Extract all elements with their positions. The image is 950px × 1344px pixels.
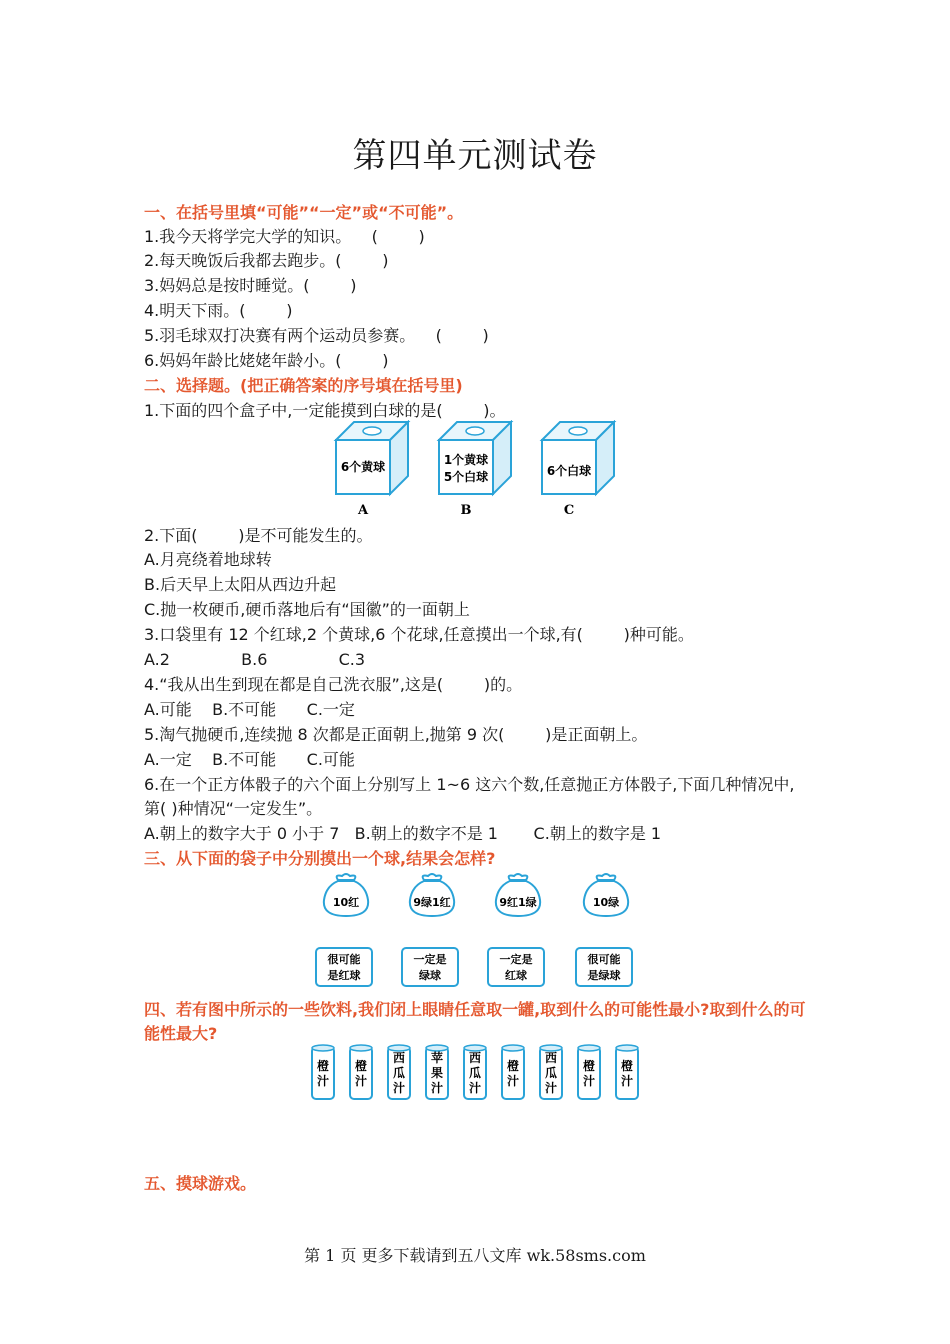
section-3-heading: 三、从下面的袋子中分别摸出一个球,结果会怎样? bbox=[144, 849, 496, 868]
can-6-char-2: 汁 bbox=[506, 1074, 520, 1088]
s1-question-1: 1.我今天将学完大学的知识。 ( ) bbox=[144, 227, 425, 246]
can-4-char-1: 苹 bbox=[430, 1051, 444, 1065]
can-5 bbox=[464, 1045, 486, 1099]
result-card-1-line-1: 很可能 bbox=[327, 953, 361, 966]
can-7-char-1: 西 bbox=[544, 1051, 558, 1065]
box-a-label: A bbox=[357, 503, 369, 518]
can-1-char-1: 橙 bbox=[316, 1059, 330, 1073]
s2-question-4: 4.“我从出生到现在都是自己洗衣服”,这是( )的。 bbox=[144, 675, 523, 694]
can-4-char-3: 汁 bbox=[430, 1081, 444, 1095]
can-1-char-2: 汁 bbox=[316, 1074, 330, 1088]
result-card-3-line-2: 红球 bbox=[505, 969, 527, 982]
result-card-1 bbox=[316, 948, 372, 986]
can-3 bbox=[388, 1045, 410, 1099]
box-b-text-2: 5个白球 bbox=[443, 470, 489, 484]
result-card-4-line-2: 是绿球 bbox=[587, 969, 621, 982]
s2-question-6: 6.在一个正方体骰子的六个面上分别写上 1~6 这六个数,任意抛正方体骰子,下面几种情况中,第( )种情况“一定发生”。 bbox=[144, 775, 795, 818]
s1-question-5: 5.羽毛球双打决赛有两个运动员参赛。 ( ) bbox=[144, 326, 489, 345]
can-3-char-1: 西 bbox=[392, 1051, 406, 1065]
box-c bbox=[542, 422, 614, 518]
bag-3 bbox=[496, 874, 540, 916]
can-9-char-1: 橙 bbox=[620, 1059, 634, 1073]
can-4 bbox=[426, 1045, 448, 1099]
s2-question-3: 3.口袋里有 12 个红球,2 个黄球,6 个花球,任意摸出一个球,有( )种可能。 bbox=[144, 625, 694, 644]
box-a bbox=[336, 422, 408, 518]
can-8 bbox=[578, 1045, 600, 1099]
s1-question-2: 2.每天晚饭后我都去跑步。( ) bbox=[144, 251, 389, 270]
result-card-2-line-1: 一定是 bbox=[413, 953, 447, 966]
result-card-2 bbox=[402, 948, 458, 986]
s1-question-3: 3.妈妈总是按时睡觉。( ) bbox=[144, 276, 357, 295]
can-7-char-2: 瓜 bbox=[544, 1066, 558, 1080]
section-4-heading: 四、若有图中所示的一些饮料,我们闭上眼睛任意取一罐,取到什么的可能性最小?取到什么的可能性最大? bbox=[144, 1000, 806, 1043]
s2-question-2: 2.下面( )是不可能发生的。 bbox=[144, 526, 373, 545]
can-5-char-2: 瓜 bbox=[468, 1066, 482, 1080]
cans-figure bbox=[305, 1043, 650, 1105]
can-1 bbox=[312, 1045, 334, 1099]
s1-question-6: 6.妈妈年龄比姥姥年龄小。( ) bbox=[144, 351, 389, 370]
can-3-char-2: 瓜 bbox=[392, 1066, 406, 1080]
section-5-heading: 五、摸球游戏。 bbox=[144, 1174, 257, 1193]
bag-3-label: 9红1绿 bbox=[499, 896, 537, 909]
bags-figure bbox=[310, 868, 650, 993]
s2-q3-options: A.2 B.6 C.3 bbox=[144, 650, 366, 669]
result-card-3 bbox=[488, 948, 544, 986]
page-title: 第四单元测试卷 bbox=[352, 136, 598, 176]
bag-1-label: 10红 bbox=[332, 896, 360, 909]
box-c-label: C bbox=[563, 503, 575, 518]
can-9-char-2: 汁 bbox=[620, 1074, 634, 1088]
bag-4-label: 10绿 bbox=[592, 896, 620, 909]
s2-question-1: 1.下面的四个盒子中,一定能摸到白球的是( )。 bbox=[144, 401, 506, 420]
can-4-char-2: 果 bbox=[430, 1066, 444, 1080]
box-c-text-1: 6个白球 bbox=[546, 464, 592, 478]
page-footer: 第 1 页 更多下载请到五八文库 wk.58sms.com bbox=[304, 1246, 646, 1265]
box-b bbox=[439, 422, 511, 518]
can-5-char-3: 汁 bbox=[468, 1081, 482, 1095]
result-card-4-line-1: 很可能 bbox=[587, 953, 621, 966]
can-9 bbox=[616, 1045, 638, 1099]
s1-question-4: 4.明天下雨。( ) bbox=[144, 301, 293, 320]
bag-4 bbox=[584, 874, 628, 916]
result-card-1-line-2: 是红球 bbox=[327, 969, 361, 982]
boxes-figure bbox=[330, 420, 630, 520]
s2-q5-options: A.一定 B.不可能 C.可能 bbox=[144, 750, 355, 769]
can-5-char-1: 西 bbox=[468, 1051, 482, 1065]
box-b-label: B bbox=[460, 503, 472, 518]
bag-2-label: 9绿1红 bbox=[413, 896, 451, 909]
bag-2 bbox=[410, 874, 454, 916]
can-6-char-1: 橙 bbox=[506, 1059, 520, 1073]
result-card-2-line-2: 绿球 bbox=[419, 969, 441, 982]
s2-q2-option-c: C.抛一枚硬币,硬币落地后有“国徽”的一面朝上 bbox=[144, 600, 470, 619]
s2-q2-option-b: B.后天早上太阳从西边升起 bbox=[144, 575, 337, 594]
s2-q6-options: A.朝上的数字大于 0 小于 7 B.朝上的数字不是 1 C.朝上的数字是 1 bbox=[144, 824, 662, 843]
bag-1 bbox=[324, 874, 368, 916]
result-card-3-line-1: 一定是 bbox=[499, 953, 533, 966]
can-3-char-3: 汁 bbox=[392, 1081, 406, 1095]
s2-q4-options: A.可能 B.不可能 C.一定 bbox=[144, 700, 355, 719]
can-8-char-2: 汁 bbox=[582, 1074, 596, 1088]
box-a-text-1: 6个黄球 bbox=[340, 460, 386, 474]
can-6 bbox=[502, 1045, 524, 1099]
section-1-heading: 一、在括号里填“可能”“一定”或“不可能”。 bbox=[144, 203, 464, 222]
can-2 bbox=[350, 1045, 372, 1099]
can-8-char-1: 橙 bbox=[582, 1059, 596, 1073]
can-7-char-3: 汁 bbox=[544, 1081, 558, 1095]
can-2-char-2: 汁 bbox=[354, 1074, 368, 1088]
can-7 bbox=[540, 1045, 562, 1099]
result-card-4 bbox=[576, 948, 632, 986]
s2-question-5: 5.淘气抛硬币,连续抛 8 次都是正面朝上,抛第 9 次( )是正面朝上。 bbox=[144, 725, 648, 744]
section-2-heading: 二、选择题。(把正确答案的序号填在括号里) bbox=[144, 376, 463, 395]
s2-q2-option-a: A.月亮绕着地球转 bbox=[144, 550, 272, 569]
can-2-char-1: 橙 bbox=[354, 1059, 368, 1073]
box-b-text-1: 1个黄球 bbox=[443, 453, 489, 467]
